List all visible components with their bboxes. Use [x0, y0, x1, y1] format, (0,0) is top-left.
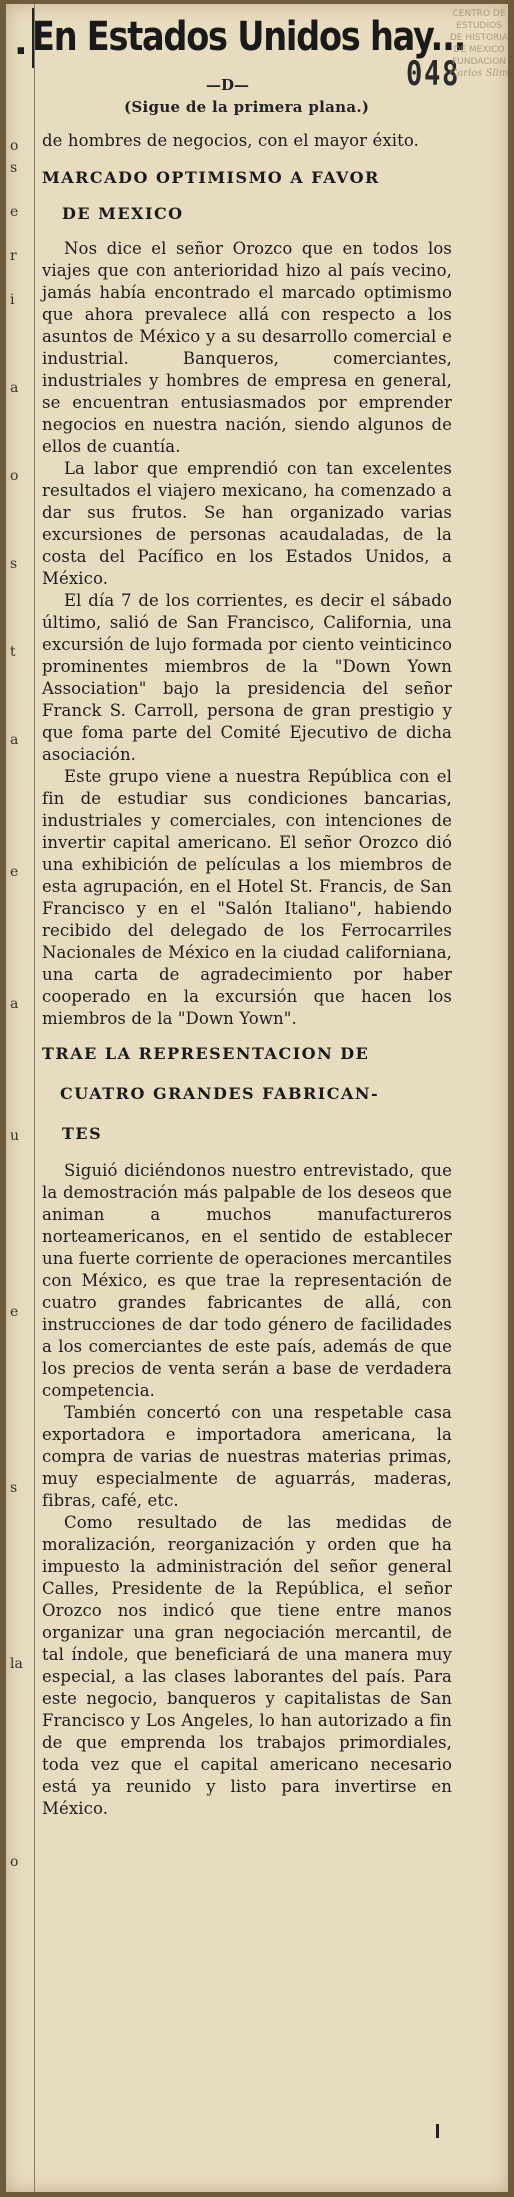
archive-stamp: [446, 8, 508, 80]
paragraph: Este grupo viene a nuestra República con el fin de estudiar sus condiciones bancarias, industriales y comerciales, con intenciones de invertir capital americano. El señor Orozco dió una exhibición de películas a los miembros de esta agrupación, en el Hotel St. Francis, de San Francisco y en el "Salón Italiano", habiendo recibido del delegado de los Ferrocarriles Nacionales de México en la ciudad californiana, una carta de agradecimiento por haber cooperado en la excursión que hacen los miembros de la "Down Yown".: [42, 767, 452, 1028]
adjacent-column-fragment: [6, 4, 35, 2192]
fragment-letter: s: [10, 160, 18, 176]
continuation-note: (Sigue de la primera plana.): [124, 98, 370, 116]
page-number: 048: [406, 54, 460, 94]
fragment-letter: u: [10, 1128, 20, 1144]
stamp-line: DE MEXICO: [453, 45, 505, 55]
section-marker: —D—: [206, 76, 250, 94]
paragraph: Como resultado de las medidas de moralización, reorganización y orden que ha impuesto la administración del señor general Calles, Presidente de la República, el señor Orozco nos indicó que tiene entre manos organizar una gran negociación mercantil, de tal índole, que beneficiará de una manera muy especial, a las clases laborantes del país. Para este negocio, banqueros y capitalistas de San Francisco y Los Angeles, lo han autorizado a fin de que emprenda los trabajos primordiales, toda vez que el capital americano necesario está ya reunido y listo para invertirse en México.: [42, 1513, 452, 1818]
fragment-letter: i: [10, 292, 15, 308]
stamp-line: FUNDACION: [451, 57, 507, 67]
fragment-letter: e: [10, 864, 19, 880]
headline-lead-mark: .: [14, 22, 28, 63]
fragment-letter: e: [10, 1304, 19, 1320]
fragment-letter: t: [10, 644, 16, 660]
stamp-line: CENTRO DE: [452, 9, 506, 19]
fragment-letter: o: [10, 1854, 19, 1870]
section-heading: MARCADO OPTIMISMO A FAVOR: [42, 168, 380, 187]
fragment-letter: s: [10, 556, 18, 572]
paragraph: Nos dice el señor Orozco que en todos los viajes que con anterioridad hizo al país vecino, jamás había encontrado el marcado optimismo que ahora prevalece allá con respecto a los asuntos de México y a su desarrollo comercial e industrial. Banqueros, comerciantes, industriales y hombres de empresa en general, se encuentran entusiasmados por emprender negocios en nuestra nación, siendo algunos de ellos de cuantía.: [42, 239, 452, 456]
bottom-mark: [436, 2124, 439, 2138]
fragment-letter: e: [10, 204, 19, 220]
fragment-letter: s: [10, 1480, 18, 1496]
section-heading: TRAE LA REPRESENTACION DE: [42, 1044, 370, 1063]
stamp-line: ESTUDIOS: [456, 21, 502, 31]
section-heading: DE MEXICO: [62, 204, 184, 223]
section-heading: TES: [62, 1124, 103, 1143]
fragment-letter: la: [10, 1656, 23, 1672]
article-body: [42, 130, 452, 1820]
section-heading: CUATRO GRANDES FABRICAN-: [60, 1084, 380, 1103]
fragment-letter: o: [10, 138, 19, 154]
paragraph: El día 7 de los corrientes, es decir el sábado último, salió de San Francisco, California, una excursión de lujo formada por ciento veinticinco prominentes miembros de la "Down Yown Association" bajo la presidencia del señor Franck S. Carroll, persona de gran prestigio y que foma parte del Comité Ejecutivo de dicha asociación.: [42, 591, 452, 764]
fragment-letter: o: [10, 468, 19, 484]
stamp-line: DE HISTORIA: [449, 33, 508, 43]
fragment-letter: a: [10, 996, 19, 1012]
newspaper-clipping: [6, 4, 508, 2192]
stamp-signature: Carlos Slim: [449, 68, 508, 79]
paragraph: También concertó con una respetable casa exportadora e importadora americana, la compra de varias de nuestras materias primas, muy especialmente de aguarrás, maderas, fibras, café, etc.: [42, 1403, 452, 1510]
fragment-letter: a: [10, 380, 19, 396]
intro-paragraph: de hombres de negocios, con el mayor éxito.: [42, 131, 419, 150]
headline: En Estados Unidos hay...: [32, 14, 466, 60]
fragment-letter: a: [10, 732, 19, 748]
fragment-letter: r: [10, 248, 17, 264]
paragraph: La labor que emprendió con tan excelentes resultados el viajero mexicano, ha comenzado a dar sus frutos. Se han organizado varias excursiones de personas acaudaladas, de la costa del Pacífico en los Estados Unidos, a México.: [42, 459, 452, 588]
paragraph: Siguió diciéndonos nuestro entrevistado, que la demostración más palpable de los deseos que animan a muchos manufactureros norteamericanos, en el sentido de establecer una fuerte corriente de operaciones mercantiles con México, es que trae la representación de cuatro grandes fabricantes de allá, con instrucciones de dar todo género de facilidades a los comerciantes de este país, además de que los precios de venta serán a base de verdadera competencia.: [42, 1161, 452, 1400]
